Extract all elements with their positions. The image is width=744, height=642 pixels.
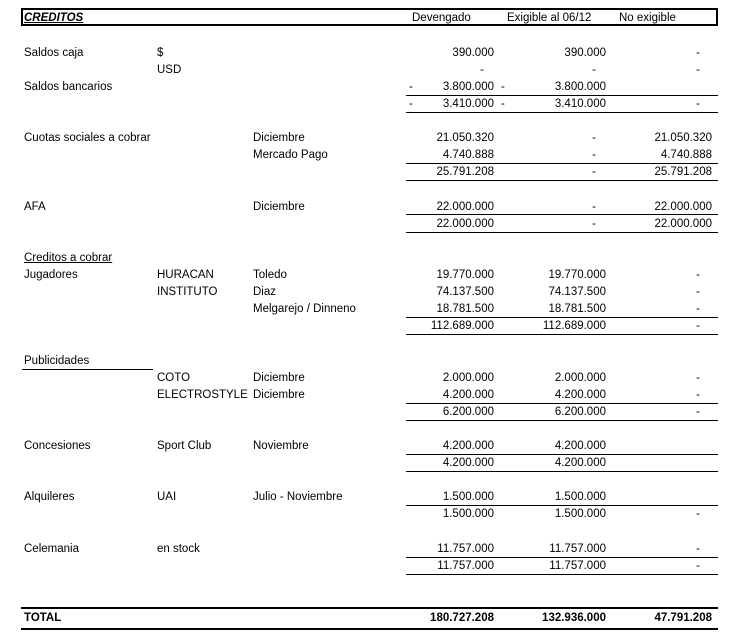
usd-no-exigible: - — [696, 64, 700, 76]
publicidades-total-no-exigible: - — [696, 406, 700, 418]
afa-total-no-exigible: 22.000.000 — [654, 218, 712, 230]
subtotal-line — [406, 403, 718, 404]
alquileres-total-exigible: 1.500.000 — [554, 508, 606, 520]
creditos-total-no-exigible: - — [696, 320, 700, 332]
sponsor-detail: Diciembre — [253, 372, 305, 384]
player-exigible: 18.781.500 — [548, 303, 606, 315]
currency-ars: $ — [157, 47, 164, 59]
player-devengado: 74.137.500 — [436, 286, 494, 298]
alquileres-detail: Julio - Noviembre — [253, 491, 343, 503]
cuotas-row-no-exigible: 4.740.888 — [660, 149, 712, 161]
currency-usd: USD — [157, 64, 182, 76]
neg-sign: - — [409, 98, 413, 110]
subtotal-line — [406, 163, 718, 164]
alquileres-exigible: 1.500.000 — [554, 491, 606, 503]
total-line — [406, 112, 718, 113]
concesiones-who: Sport Club — [157, 440, 212, 452]
player-no-exigible: - — [696, 269, 700, 281]
grand-total-exigible: 132.936.000 — [542, 612, 606, 624]
sponsor-name: COTO — [157, 372, 191, 384]
player-exigible: 19.770.000 — [548, 269, 606, 281]
alquileres-total-devengado: 1.500.000 — [442, 508, 494, 520]
col-header-no-exigible: No exigible — [619, 12, 676, 24]
subtotal-line — [406, 557, 718, 558]
player-name: Diaz — [253, 286, 277, 298]
header-box — [21, 8, 718, 26]
bancarios-devengado: 3.800.000 — [442, 81, 494, 93]
sponsor-name: ELECTROSTYLE — [157, 389, 248, 401]
grand-total-devengado: 180.727.208 — [430, 612, 494, 624]
col-header-devengado: Devengado — [412, 12, 471, 24]
saldos-total-exigible: 3.410.000 — [554, 98, 606, 110]
sponsor-exigible: 4.200.000 — [554, 389, 606, 401]
caja-no-exigible: - — [696, 47, 700, 59]
cuotas-total-devengado: 25.791.208 — [436, 166, 494, 178]
grand-total-no-exigible: 47.791.208 — [654, 612, 712, 624]
club-name: INSTITUTO — [157, 286, 218, 298]
celemania-label: Celemania — [24, 543, 79, 555]
neg-sign: - — [501, 81, 505, 93]
cuotas-label: Cuotas sociales a cobrar — [24, 132, 151, 144]
caja-devengado: 390.000 — [452, 47, 494, 59]
concesiones-devengado: 4.200.000 — [442, 440, 494, 452]
celemania-total-devengado: 11.757.000 — [437, 560, 494, 572]
celemania-total-no-exigible: - — [696, 560, 700, 572]
sponsor-no-exigible: - — [696, 389, 700, 401]
celemania-devengado: 11.757.000 — [437, 543, 494, 555]
afa-exigible: - — [592, 201, 596, 213]
section-underline — [22, 369, 153, 370]
afa-total-devengado: 22.000.000 — [436, 218, 494, 230]
creditos-total-devengado: 112.689.000 — [430, 320, 494, 332]
player-devengado: 19.770.000 — [436, 269, 494, 281]
subtotal-line — [406, 454, 718, 455]
publicidades-label: Publicidades — [24, 355, 90, 367]
sponsor-detail: Diciembre — [253, 389, 305, 401]
cuotas-row-devengado: 4.740.888 — [442, 149, 494, 161]
subtotal-line — [406, 505, 718, 506]
total-line — [406, 471, 718, 472]
caja-exigible: 390.000 — [564, 47, 606, 59]
sponsor-no-exigible: - — [696, 372, 700, 384]
alquileres-total-no-exigible: - — [696, 508, 700, 520]
celemania-no-exigible: - — [696, 543, 700, 555]
creditos-total-exigible: 112.689.000 — [542, 320, 606, 332]
grand-total-line — [21, 607, 718, 609]
total-line — [406, 232, 718, 233]
subtotal-line — [406, 317, 718, 318]
saldos-total-devengado: 3.410.000 — [442, 98, 494, 110]
cuotas-row-exigible: - — [592, 149, 596, 161]
concesiones-exigible: 4.200.000 — [554, 440, 606, 452]
concesiones-total-devengado: 4.200.000 — [442, 457, 494, 469]
afa-no-exigible: 22.000.000 — [654, 201, 712, 213]
usd-devengado: - — [480, 64, 484, 76]
concesiones-label: Concesiones — [24, 440, 91, 452]
sheet-title: CREDITOS — [24, 12, 84, 24]
cuotas-total-exigible: - — [592, 166, 596, 178]
publicidades-total-exigible: 6.200.000 — [554, 406, 606, 418]
cuotas-row-no-exigible: 21.050.320 — [654, 132, 712, 144]
concesiones-detail: Noviembre — [253, 440, 309, 452]
bancarios-exigible: 3.800.000 — [554, 81, 606, 93]
sponsor-devengado: 2.000.000 — [442, 372, 494, 384]
alquileres-devengado: 1.500.000 — [442, 491, 494, 503]
total-line — [406, 180, 718, 181]
player-devengado: 18.781.500 — [436, 303, 494, 315]
player-exigible: 74.137.500 — [548, 286, 606, 298]
grand-total-bottom-line — [21, 628, 718, 630]
afa-detail: Diciembre — [253, 201, 305, 213]
cuotas-row-exigible: - — [592, 132, 596, 144]
player-no-exigible: - — [696, 286, 700, 298]
publicidades-total-devengado: 6.200.000 — [442, 406, 494, 418]
afa-devengado: 22.000.000 — [436, 201, 494, 213]
concesiones-total-exigible: 4.200.000 — [554, 457, 606, 469]
alquileres-label: Alquileres — [24, 491, 75, 503]
alquileres-who: UAI — [157, 491, 177, 503]
player-no-exigible: - — [696, 303, 700, 315]
cuotas-total-no-exigible: 25.791.208 — [654, 166, 712, 178]
afa-total-exigible: - — [592, 218, 596, 230]
celemania-who: en stock — [157, 543, 200, 555]
afa-label: AFA — [24, 201, 46, 213]
neg-sign: - — [501, 98, 505, 110]
total-line — [406, 420, 718, 421]
club-name: HURACAN — [157, 269, 214, 281]
neg-sign: - — [409, 81, 413, 93]
celemania-total-exigible: 11.757.000 — [549, 560, 606, 572]
sponsor-devengado: 4.200.000 — [442, 389, 494, 401]
cuotas-row-detail: Diciembre — [253, 132, 305, 144]
celemania-exigible: 11.757.000 — [549, 543, 606, 555]
creditos-section-label: Creditos a cobrar — [24, 252, 113, 264]
player-name: Melgarejo / Dinneno — [253, 303, 356, 315]
saldos-bancarios-label: Saldos bancarios — [24, 81, 113, 93]
cuotas-row-devengado: 21.050.320 — [436, 132, 494, 144]
sponsor-exigible: 2.000.000 — [554, 372, 606, 384]
subtotal-line — [406, 214, 718, 215]
player-name: Toledo — [253, 269, 287, 281]
cuotas-row-detail: Mercado Pago — [253, 149, 328, 161]
usd-exigible: - — [592, 64, 596, 76]
grand-total-label: TOTAL — [24, 612, 62, 624]
total-line — [406, 334, 718, 335]
subtotal-line — [406, 95, 718, 96]
total-line — [406, 574, 718, 575]
col-header-exigible: Exigible al 06/12 — [507, 12, 592, 24]
saldos-total-no-exigible: - — [696, 98, 700, 110]
jugadores-label: Jugadores — [24, 269, 78, 281]
saldos-caja-label: Saldos caja — [24, 47, 84, 59]
